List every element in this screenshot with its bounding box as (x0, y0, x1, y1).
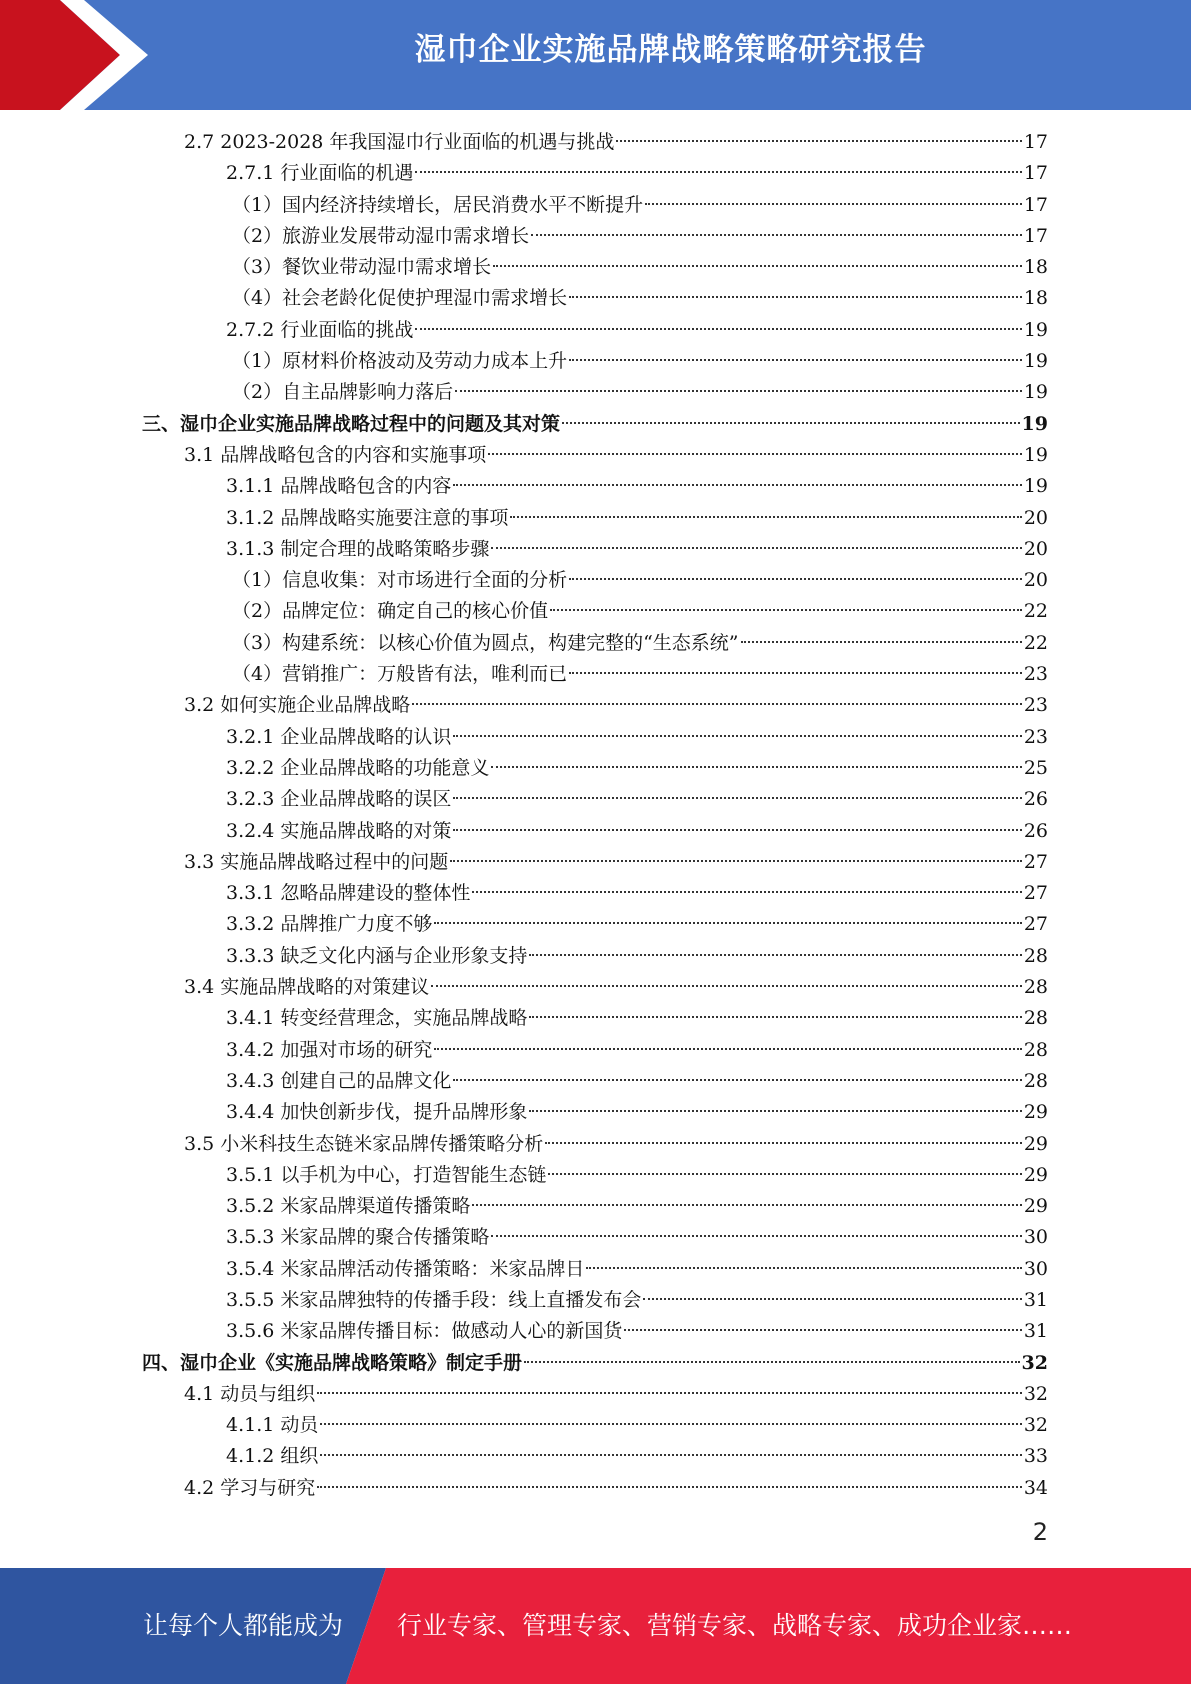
toc-entry[interactable] (142, 534, 1048, 565)
table-of-contents (142, 127, 1048, 1504)
toc-entry-page: 25 (1023, 756, 1048, 779)
toc-dot-leader (741, 641, 1022, 643)
toc-dot-leader (562, 422, 1020, 424)
toc-entry-page: 32 (1023, 1382, 1048, 1405)
toc-dot-leader (529, 954, 1021, 956)
toc-dot-leader (491, 547, 1021, 549)
toc-dot-leader (450, 860, 1022, 862)
toc-entry[interactable] (142, 847, 1048, 878)
toc-entry-page: 26 (1023, 788, 1048, 811)
toc-entry[interactable] (142, 659, 1048, 690)
toc-entry[interactable] (142, 283, 1048, 314)
toc-dot-leader (317, 1392, 1022, 1394)
toc-entry-page: 27 (1023, 913, 1048, 936)
toc-entry-page: 19 (1023, 475, 1048, 498)
toc-dot-leader (569, 359, 1022, 361)
toc-entry-page: 28 (1023, 1038, 1048, 1061)
toc-dot-leader (643, 1298, 1021, 1300)
report-title: 湿巾企业实施品牌战略策略研究报告 (414, 32, 927, 68)
toc-entry-page: 22 (1023, 600, 1048, 623)
toc-dot-leader (524, 1361, 1020, 1363)
toc-dot-leader (510, 516, 1021, 518)
toc-entry-page: 22 (1023, 631, 1048, 654)
toc-entry-title: 3.5.2 米家品牌渠道传播策略 (226, 1195, 471, 1218)
toc-entry-title: 3.3.2 品牌推广力度不够 (226, 913, 433, 936)
toc-entry-title: 3.3.3 缺乏文化内涵与企业形象支持 (226, 944, 528, 967)
toc-entry-page: 31 (1023, 1320, 1048, 1343)
footer-slogan-right: 行业专家、管理专家、营销专家、战略专家、成功企业家…… (397, 1611, 1073, 1640)
toc-entry-page: 20 (1023, 506, 1048, 529)
toc-entry[interactable] (142, 252, 1048, 283)
toc-entry[interactable] (142, 628, 1048, 659)
toc-entry-page: 30 (1023, 1226, 1048, 1249)
toc-entry-page: 33 (1023, 1445, 1048, 1468)
toc-entry-title: 三、湿巾企业实施品牌战略过程中的问题及其对策 (142, 412, 561, 435)
toc-entry[interactable] (142, 1035, 1048, 1066)
toc-entry[interactable] (142, 1160, 1048, 1191)
toc-entry-title: 3.5.5 米家品牌独特的传播手段：线上直播发布会 (226, 1288, 642, 1311)
toc-dot-leader (569, 672, 1022, 674)
toc-dot-leader (472, 1204, 1021, 1206)
footer-slogan-left: 让每个人都能成为 (143, 1611, 344, 1640)
toc-entry-title: 2.7.2 行业面临的挑战 (226, 318, 414, 341)
toc-dot-leader (453, 735, 1021, 737)
toc-entry-title: 3.4.4 加快创新步伐，提升品牌形象 (226, 1101, 528, 1124)
toc-entry[interactable] (142, 1254, 1048, 1285)
toc-entry-page: 32 (1021, 1351, 1048, 1374)
toc-entry-page: 28 (1023, 1007, 1048, 1030)
toc-entry-title: 3.5 小米科技生态链米家品牌传播策略分析 (184, 1132, 544, 1155)
toc-entry-title: 4.1.2 组织 (226, 1445, 319, 1468)
toc-entry[interactable] (142, 1441, 1048, 1472)
toc-entry[interactable] (142, 315, 1048, 346)
toc-entry-page: 31 (1023, 1288, 1048, 1311)
toc-entry-page: 23 (1023, 663, 1048, 686)
toc-entry[interactable] (142, 127, 1048, 158)
toc-entry-page: 18 (1023, 287, 1048, 310)
toc-entry[interactable] (142, 753, 1048, 784)
toc-entry-page: 17 (1023, 224, 1048, 247)
toc-entry-page: 20 (1023, 569, 1048, 592)
toc-entry-page: 17 (1023, 162, 1048, 185)
toc-dot-leader (545, 1142, 1022, 1144)
toc-entry-title: 3.1 品牌战略包含的内容和实施事项 (184, 443, 487, 466)
toc-entry[interactable] (142, 878, 1048, 909)
toc-entry-page: 27 (1023, 882, 1048, 905)
toc-entry-title: 3.5.3 米家品牌的聚合传播策略 (226, 1226, 490, 1249)
toc-dot-leader (455, 390, 1022, 392)
toc-entry-title: （2）自主品牌影响力落后 (232, 381, 454, 404)
toc-entry[interactable] (142, 1129, 1048, 1160)
toc-entry-title: 3.5.1 以手机为中心，打造智能生态链 (226, 1163, 547, 1186)
toc-entry[interactable] (142, 158, 1048, 189)
toc-entry-title: 3.2.4 实施品牌战略的对策 (226, 819, 452, 842)
toc-entry-page: 19 (1021, 412, 1048, 435)
toc-entry-title: 3.2.1 企业品牌战略的认识 (226, 725, 452, 748)
toc-entry[interactable] (142, 471, 1048, 502)
toc-entry-title: 3.3.1 忽略品牌建设的整体性 (226, 882, 471, 905)
toc-entry[interactable] (142, 565, 1048, 596)
toc-entry-title: 2.7 2023-2028 年我国湿巾行业面临的机遇与挑战 (184, 131, 615, 153)
toc-entry[interactable] (142, 190, 1048, 221)
toc-entry-title: （1）原材料价格波动及劳动力成本上升 (232, 350, 568, 373)
toc-entry-title: （2）品牌定位：确定自己的核心价值 (232, 600, 549, 623)
toc-entry[interactable] (142, 1410, 1048, 1441)
toc-entry-page: 23 (1023, 694, 1048, 717)
toc-entry-title: （1）信息收集：对市场进行全面的分析 (232, 569, 568, 592)
toc-entry[interactable] (142, 690, 1048, 721)
toc-dot-leader (453, 484, 1021, 486)
toc-entry[interactable] (142, 1285, 1048, 1316)
toc-entry[interactable] (142, 1316, 1048, 1347)
toc-dot-leader (415, 328, 1021, 330)
toc-entry-page: 17 (1023, 131, 1048, 153)
toc-entry-title: 3.2 如何实施企业品牌战略 (184, 694, 411, 717)
toc-dot-leader (320, 1454, 1021, 1456)
toc-dot-leader (320, 1423, 1021, 1425)
toc-entry-title: 3.4.1 转变经营理念，实施品牌战略 (226, 1007, 528, 1030)
toc-entry[interactable] (142, 972, 1048, 1003)
toc-dot-leader (645, 203, 1022, 205)
toc-entry-page: 20 (1023, 537, 1048, 560)
toc-dot-leader (616, 140, 1021, 142)
toc-dot-leader (472, 891, 1021, 893)
toc-entry[interactable] (142, 1066, 1048, 1097)
toc-entry-title: （2）旅游业发展带动湿巾需求增长 (232, 224, 530, 247)
toc-entry-title: （4）营销推广：万般皆有法，唯利而已 (232, 663, 568, 686)
toc-dot-leader (434, 1048, 1021, 1050)
toc-dot-leader (434, 922, 1021, 924)
toc-entry[interactable] (142, 722, 1048, 753)
toc-entry[interactable] (142, 816, 1048, 847)
toc-dot-leader (317, 1486, 1022, 1488)
toc-entry[interactable] (142, 784, 1048, 815)
toc-entry-page: 27 (1023, 850, 1048, 873)
toc-entry[interactable] (142, 503, 1048, 534)
page-header (0, 0, 1191, 110)
toc-entry-title: 3.4.3 创建自己的品牌文化 (226, 1069, 452, 1092)
page-number: 2 (1032, 1518, 1048, 1546)
toc-entry-title: 2.7.1 行业面临的机遇 (226, 162, 414, 185)
toc-entry-page: 26 (1023, 819, 1048, 842)
toc-entry-title: 3.1.1 品牌战略包含的内容 (226, 475, 452, 498)
toc-dot-leader (624, 1329, 1021, 1331)
toc-entry-title: 3.4.2 加强对市场的研究 (226, 1038, 433, 1061)
toc-dot-leader (569, 578, 1022, 580)
toc-entry[interactable] (142, 1379, 1048, 1410)
toc-dot-leader (531, 234, 1022, 236)
toc-dot-leader (453, 1079, 1021, 1081)
toc-entry-title: 4.1.1 动员 (226, 1414, 319, 1437)
toc-entry-title: （3）餐饮业带动湿巾需求增长 (232, 256, 492, 279)
toc-dot-leader (548, 1173, 1021, 1175)
toc-dot-leader (550, 609, 1022, 611)
toc-entry-title: 3.2.3 企业品牌战略的误区 (226, 788, 452, 811)
toc-dot-leader (529, 1016, 1021, 1018)
toc-dot-leader (453, 797, 1021, 799)
toc-entry[interactable] (142, 1191, 1048, 1222)
toc-entry[interactable] (142, 1348, 1048, 1379)
toc-entry[interactable] (142, 1473, 1048, 1504)
toc-entry-title: （3）构建系统：以核心价值为圆点，构建完整的“生态系统” (232, 631, 739, 654)
toc-entry-title: （1）国内经济持续增长，居民消费水平不断提升 (232, 193, 644, 216)
toc-dot-leader (569, 296, 1022, 298)
toc-entry-page: 23 (1023, 725, 1048, 748)
toc-entry-page: 17 (1023, 193, 1048, 216)
toc-dot-leader (586, 1267, 1021, 1269)
toc-entry-page: 29 (1023, 1195, 1048, 1218)
toc-dot-leader (493, 265, 1022, 267)
toc-entry-page: 32 (1023, 1414, 1048, 1437)
toc-entry-title: 3.1.2 品牌战略实施要注意的事项 (226, 506, 509, 529)
toc-entry[interactable] (142, 409, 1048, 440)
toc-entry-page: 29 (1023, 1163, 1048, 1186)
toc-dot-leader (431, 985, 1022, 987)
toc-entry[interactable] (142, 1003, 1048, 1034)
toc-entry[interactable] (142, 221, 1048, 252)
toc-entry-page: 34 (1023, 1476, 1048, 1499)
toc-dot-leader (529, 1110, 1021, 1112)
toc-entry[interactable] (142, 377, 1048, 408)
toc-entry-page: 28 (1023, 944, 1048, 967)
toc-entry-title: 3.4 实施品牌战略的对策建议 (184, 976, 430, 999)
header-chevron-graphic (0, 0, 160, 110)
toc-entry-page: 30 (1023, 1257, 1048, 1280)
toc-entry-title: 四、湿巾企业《实施品牌战略策略》制定手册 (142, 1351, 523, 1374)
toc-entry-page: 19 (1023, 350, 1048, 373)
toc-entry[interactable] (142, 596, 1048, 627)
toc-entry[interactable] (142, 909, 1048, 940)
toc-entry-title: 3.5.6 米家品牌传播目标：做感动人心的新国货 (226, 1320, 623, 1343)
toc-entry-page: 28 (1023, 976, 1048, 999)
toc-entry-page: 18 (1023, 256, 1048, 279)
toc-entry[interactable] (142, 440, 1048, 471)
toc-entry-page: 19 (1023, 443, 1048, 466)
toc-dot-leader (491, 766, 1021, 768)
toc-entry[interactable] (142, 941, 1048, 972)
toc-entry-title: 4.1 动员与组织 (184, 1382, 316, 1405)
toc-entry-title: （4）社会老龄化促使护理湿巾需求增长 (232, 287, 568, 310)
toc-entry-page: 19 (1023, 381, 1048, 404)
toc-entry-page: 19 (1023, 318, 1048, 341)
toc-entry-title: 3.2.2 企业品牌战略的功能意义 (226, 756, 490, 779)
toc-dot-leader (453, 829, 1021, 831)
toc-entry-title: 3.1.3 制定合理的战略策略步骤 (226, 537, 490, 560)
toc-entry-title: 4.2 学习与研究 (184, 1476, 316, 1499)
toc-entry-title: 3.5.4 米家品牌活动传播策略：米家品牌日 (226, 1257, 585, 1280)
toc-dot-leader (488, 453, 1022, 455)
page-footer (0, 1568, 1191, 1684)
toc-entry-page: 28 (1023, 1069, 1048, 1092)
toc-dot-leader (415, 171, 1021, 173)
toc-dot-leader (412, 703, 1022, 705)
toc-entry-page: 29 (1023, 1101, 1048, 1124)
toc-entry[interactable] (142, 1222, 1048, 1253)
toc-entry[interactable] (142, 346, 1048, 377)
toc-entry-page: 29 (1023, 1132, 1048, 1155)
toc-entry[interactable] (142, 1097, 1048, 1128)
toc-dot-leader (491, 1235, 1021, 1237)
toc-entry-title: 3.3 实施品牌战略过程中的问题 (184, 850, 449, 873)
